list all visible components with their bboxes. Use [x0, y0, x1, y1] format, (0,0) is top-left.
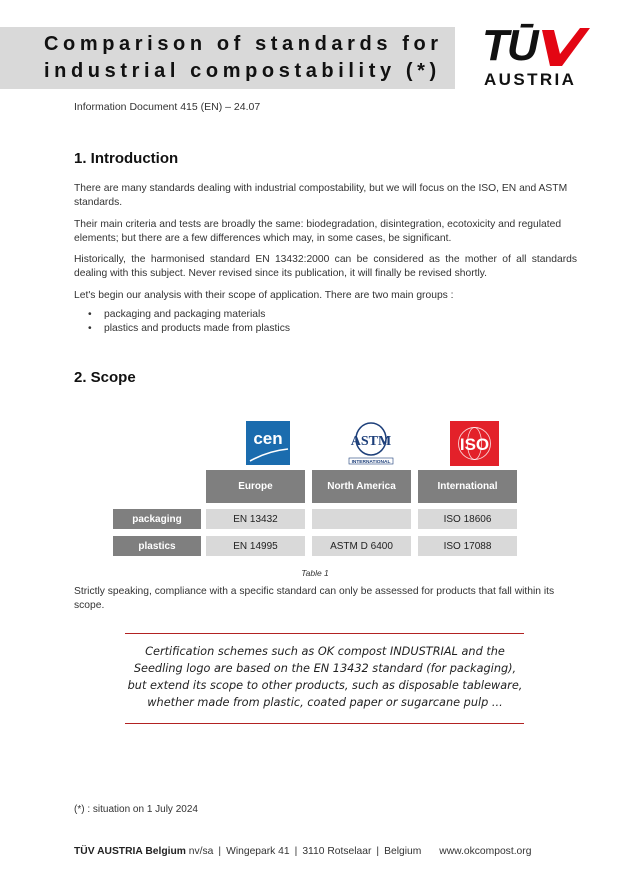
logo-austria-text: AUSTRIA — [484, 70, 577, 89]
list-item: • packaging and packaging materials — [88, 308, 488, 322]
section-heading-scope: 2. Scope — [74, 369, 136, 386]
document-title-line-2: industrial compostability (*) — [44, 60, 441, 82]
svg-text:INTERNATIONAL: INTERNATIONAL — [351, 460, 391, 465]
table-cell: EN 13432 — [206, 509, 305, 529]
callout-line: but extend its scope to other products, such as disposable tableware, — [127, 679, 523, 692]
table-caption: Table 1 — [301, 568, 329, 578]
document-title-line-1: Comparison of standards for — [44, 33, 443, 55]
footnote: (*) : situation on 1 July 2024 — [74, 804, 198, 815]
cen-logo — [246, 421, 290, 465]
column-header-north-america: North America — [312, 470, 411, 503]
intro-paragraph-2: Their main criteria and tests are broadly the same: biodegradation, disintegration, ecotoxicity and regulated elements; but there are a few differences which may, in some cases, be significant. — [74, 219, 562, 244]
title-band — [0, 27, 455, 89]
logo-tuv-text: TŪ — [482, 21, 537, 70]
footer-separator: | — [376, 846, 380, 857]
document-info: Information Document 415 (EN) – 24.07 — [74, 101, 261, 113]
callout-line: Certification schemes such as OK compost INDUSTRIAL and the — [145, 645, 505, 658]
row-label-plastics: plastics — [113, 536, 201, 556]
svg-text:ASTM: ASTM — [350, 434, 392, 449]
list-item: • plastics and products made from plastics — [88, 322, 488, 336]
table-cell: ASTM D 6400 — [312, 536, 411, 556]
footer-website-link[interactable]: www.okcompost.org — [439, 846, 532, 857]
callout-bottom-rule — [125, 723, 524, 724]
callout-line: whether made from plastic, coated paper or sugarcane pulp ... — [147, 696, 503, 709]
column-header-europe: Europe — [206, 470, 305, 503]
footer-company: TÜV AUSTRIA Belgium — [74, 846, 186, 857]
callout-line: Seedling logo are based on the EN 13432 standard (for packaging), — [133, 662, 517, 675]
scope-groups-list — [88, 308, 488, 336]
tuv-austria-logo — [480, 21, 592, 90]
svg-text:cen: cen — [253, 429, 283, 448]
table-cell: ISO 17088 — [418, 536, 517, 556]
column-header-international: International — [418, 470, 517, 503]
section-heading-introduction: 1. Introduction — [74, 150, 179, 167]
astm-logo-icon — [347, 420, 395, 467]
intro-paragraph-1: There are many standards dealing with industrial compostability, but we will focus on the ISO, EN and ASTM standards. — [74, 183, 568, 208]
row-label-packaging: packaging — [113, 509, 201, 529]
footer-city: 3110 Rotselaar — [302, 846, 372, 857]
callout-top-rule — [125, 633, 524, 634]
iso-logo — [450, 421, 499, 466]
cen-logo-icon — [246, 421, 290, 465]
astm-logo — [347, 420, 395, 467]
page-footer — [74, 846, 531, 857]
footer-separator: | — [218, 846, 222, 857]
svg-text:ISO: ISO — [459, 435, 490, 454]
intro-paragraph-4: Let's begin our analysis with their scope of application. There are two main groups : — [74, 290, 454, 301]
table-cell: EN 14995 — [206, 536, 305, 556]
footer-separator: | — [294, 846, 298, 857]
iso-logo-icon — [450, 421, 499, 466]
footer-company-suffix: nv/sa — [185, 846, 214, 857]
callout-text — [110, 643, 540, 711]
table-cell — [312, 509, 411, 529]
intro-paragraph-3: Historically, the harmonised standard EN 13432:2000 can be considered as the mother of all standards dealing with this subject. Never revised since its publication, it will finally be revised shortly. — [74, 254, 577, 279]
table-cell: ISO 18606 — [418, 509, 517, 529]
logo-check-icon — [540, 26, 590, 68]
scope-paragraph: Strictly speaking, compliance with a specific standard can only be assessed for products that fall within its scope. — [74, 586, 555, 611]
footer-country: Belgium — [384, 846, 422, 857]
footer-address: Wingepark 41 — [226, 846, 290, 857]
